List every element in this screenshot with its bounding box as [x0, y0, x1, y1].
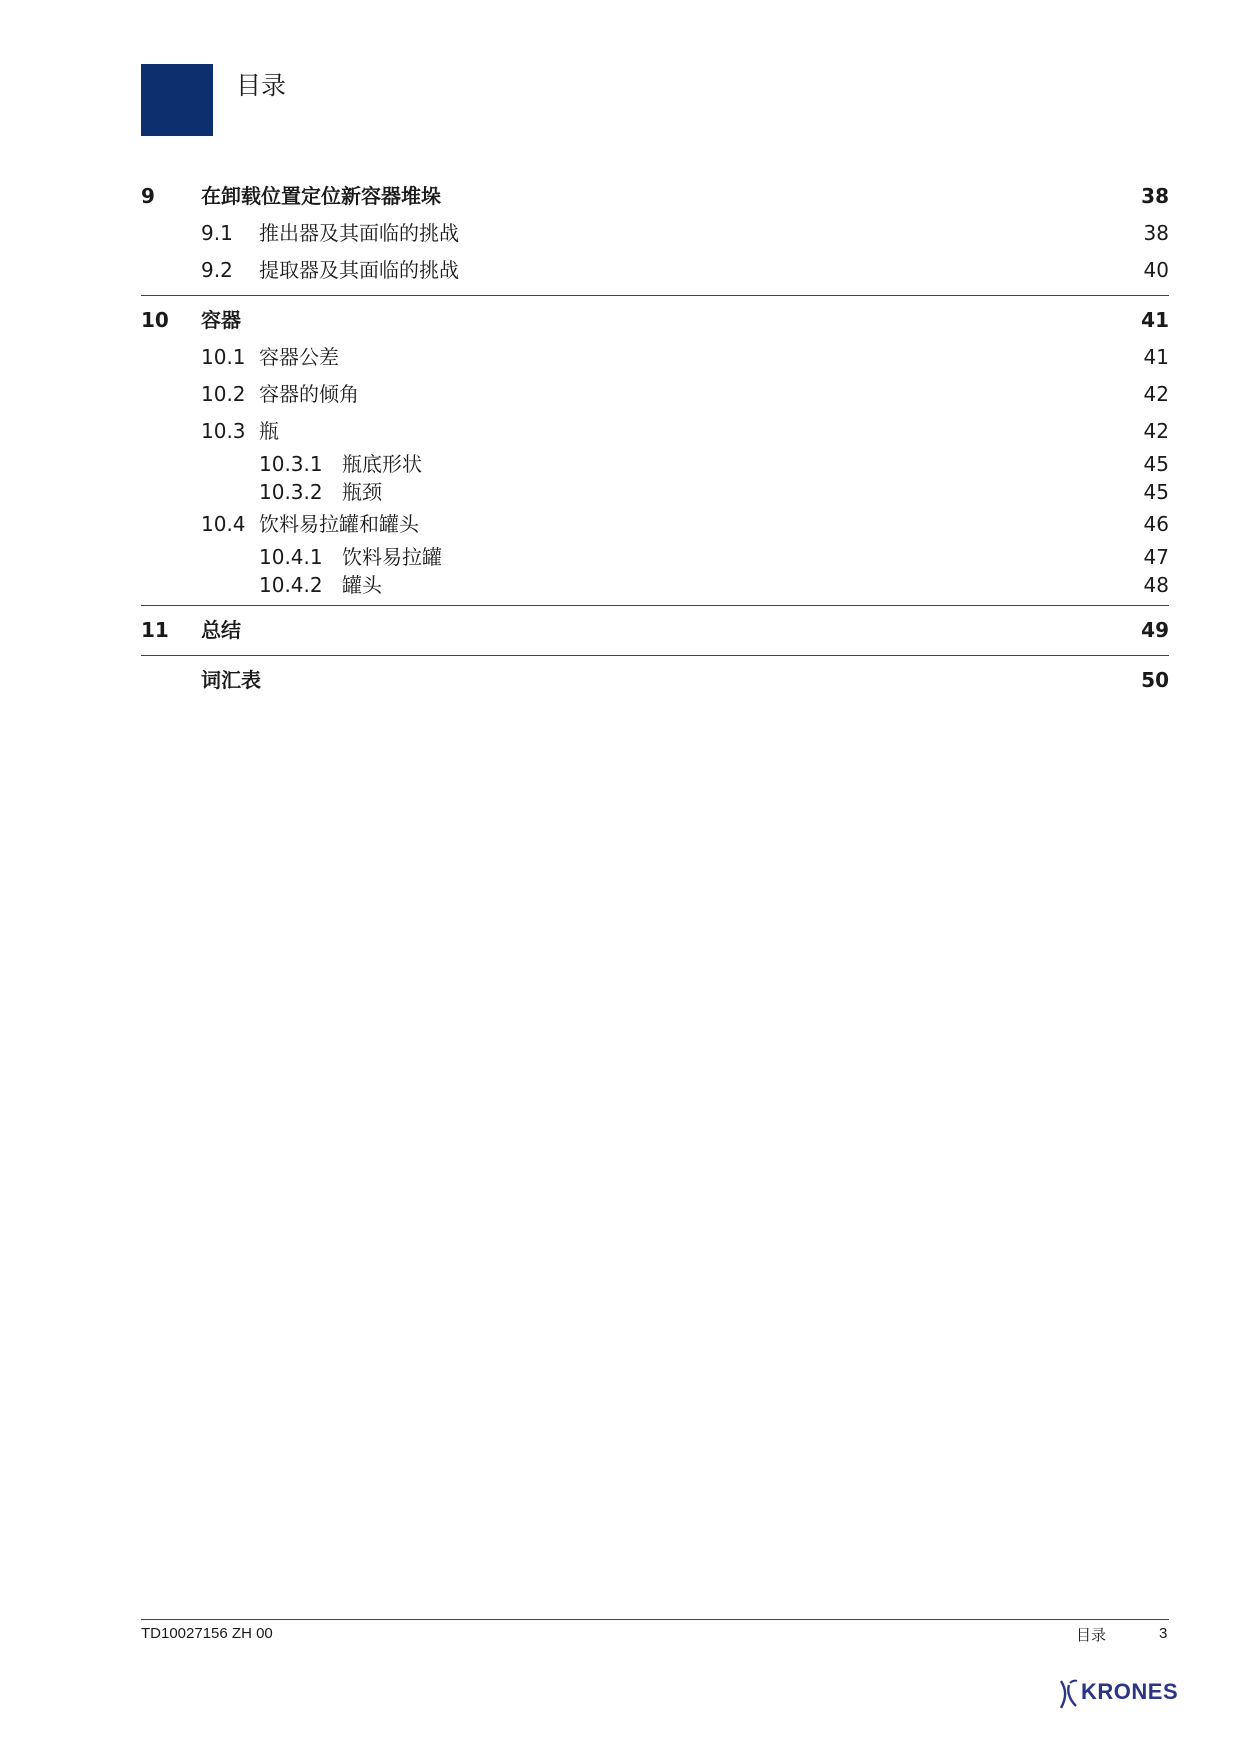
toc-entry-page: 47 [1143, 545, 1169, 569]
toc-entry-page: 49 [1141, 618, 1169, 642]
krones-logo-text: KRONES [1081, 1679, 1179, 1704]
toc-entry-page: 42 [1143, 419, 1169, 443]
toc-entry-number: 9 [141, 184, 155, 208]
toc-entry-page: 41 [1141, 308, 1169, 332]
toc-entry-page: 38 [1143, 221, 1169, 245]
toc-entry-title: 提取器及其面临的挑战 [259, 258, 459, 282]
toc-entry-number: 9.1 [201, 221, 233, 245]
toc-entry-title: 在卸载位置定位新容器堆垛 [201, 184, 441, 208]
toc-entry-title: 罐头 [342, 573, 382, 597]
toc-entry-title: 饮料易拉罐和罐头 [259, 512, 419, 536]
toc-entry[interactable] [141, 478, 1169, 506]
toc-entry-number: 10.4.1 [259, 545, 323, 569]
toc-entry-page: 40 [1143, 258, 1169, 282]
toc-entry-title: 瓶颈 [342, 480, 382, 504]
table-of-contents [141, 178, 1169, 705]
toc-entry[interactable] [141, 612, 1169, 649]
toc-entry-page: 45 [1143, 480, 1169, 504]
toc-entry-title: 推出器及其面临的挑战 [259, 221, 459, 245]
toc-entry-page: 50 [1141, 668, 1169, 692]
toc-entry-number: 10 [141, 308, 169, 332]
toc-entry[interactable] [141, 543, 1169, 571]
toc-entry-number: 10.1 [201, 345, 246, 369]
toc-section [141, 656, 1169, 705]
toc-entry[interactable] [141, 376, 1169, 413]
toc-entry[interactable] [141, 339, 1169, 376]
toc-entry-number: 10.3 [201, 419, 246, 443]
toc-entry-number: 10.3.1 [259, 452, 323, 476]
toc-entry-page: 48 [1143, 573, 1169, 597]
toc-entry-title: 总结 [201, 618, 241, 642]
toc-entry-title: 瓶底形状 [342, 452, 422, 476]
toc-entry-number: 10.4 [201, 512, 246, 536]
krones-logo-icon [1057, 1677, 1081, 1711]
toc-section [141, 606, 1169, 656]
toc-entry-title: 瓶 [259, 419, 279, 443]
toc-entry[interactable] [141, 302, 1169, 339]
page-title: 目录 [236, 71, 287, 100]
toc-entry[interactable] [141, 215, 1169, 252]
toc-entry-title: 容器公差 [259, 345, 339, 369]
toc-entry[interactable] [141, 662, 1169, 699]
toc-entry[interactable] [141, 413, 1169, 450]
section-color-block [141, 64, 213, 136]
toc-entry[interactable] [141, 506, 1169, 543]
toc-entry-page: 41 [1143, 345, 1169, 369]
toc-entry-page: 46 [1143, 512, 1169, 536]
toc-entry-title: 容器 [201, 308, 241, 332]
toc-section [141, 178, 1169, 296]
footer-section-name: 目录 [1076, 1626, 1107, 1644]
footer-page-number: 3 [1159, 1625, 1168, 1642]
footer-document-id: TD10027156 ZH 00 [141, 1625, 273, 1642]
toc-entry-title: 词汇表 [201, 668, 261, 692]
toc-entry-number: 9.2 [201, 258, 233, 282]
toc-entry-number: 10.3.2 [259, 480, 323, 504]
toc-entry-number: 10.2 [201, 382, 246, 406]
toc-entry-page: 38 [1141, 184, 1169, 208]
toc-entry[interactable] [141, 252, 1169, 289]
toc-entry-page: 42 [1143, 382, 1169, 406]
toc-entry-title: 饮料易拉罐 [342, 545, 442, 569]
toc-entry-number: 11 [141, 618, 169, 642]
toc-section [141, 296, 1169, 606]
toc-entry-title: 容器的倾角 [259, 382, 359, 406]
toc-entry-number: 10.4.2 [259, 573, 323, 597]
toc-entry[interactable] [141, 450, 1169, 478]
toc-entry[interactable] [141, 178, 1169, 215]
toc-entry[interactable] [141, 571, 1169, 599]
footer-divider [141, 1619, 1169, 1620]
toc-entry-page: 45 [1143, 452, 1169, 476]
krones-logo [1057, 1677, 1179, 1711]
